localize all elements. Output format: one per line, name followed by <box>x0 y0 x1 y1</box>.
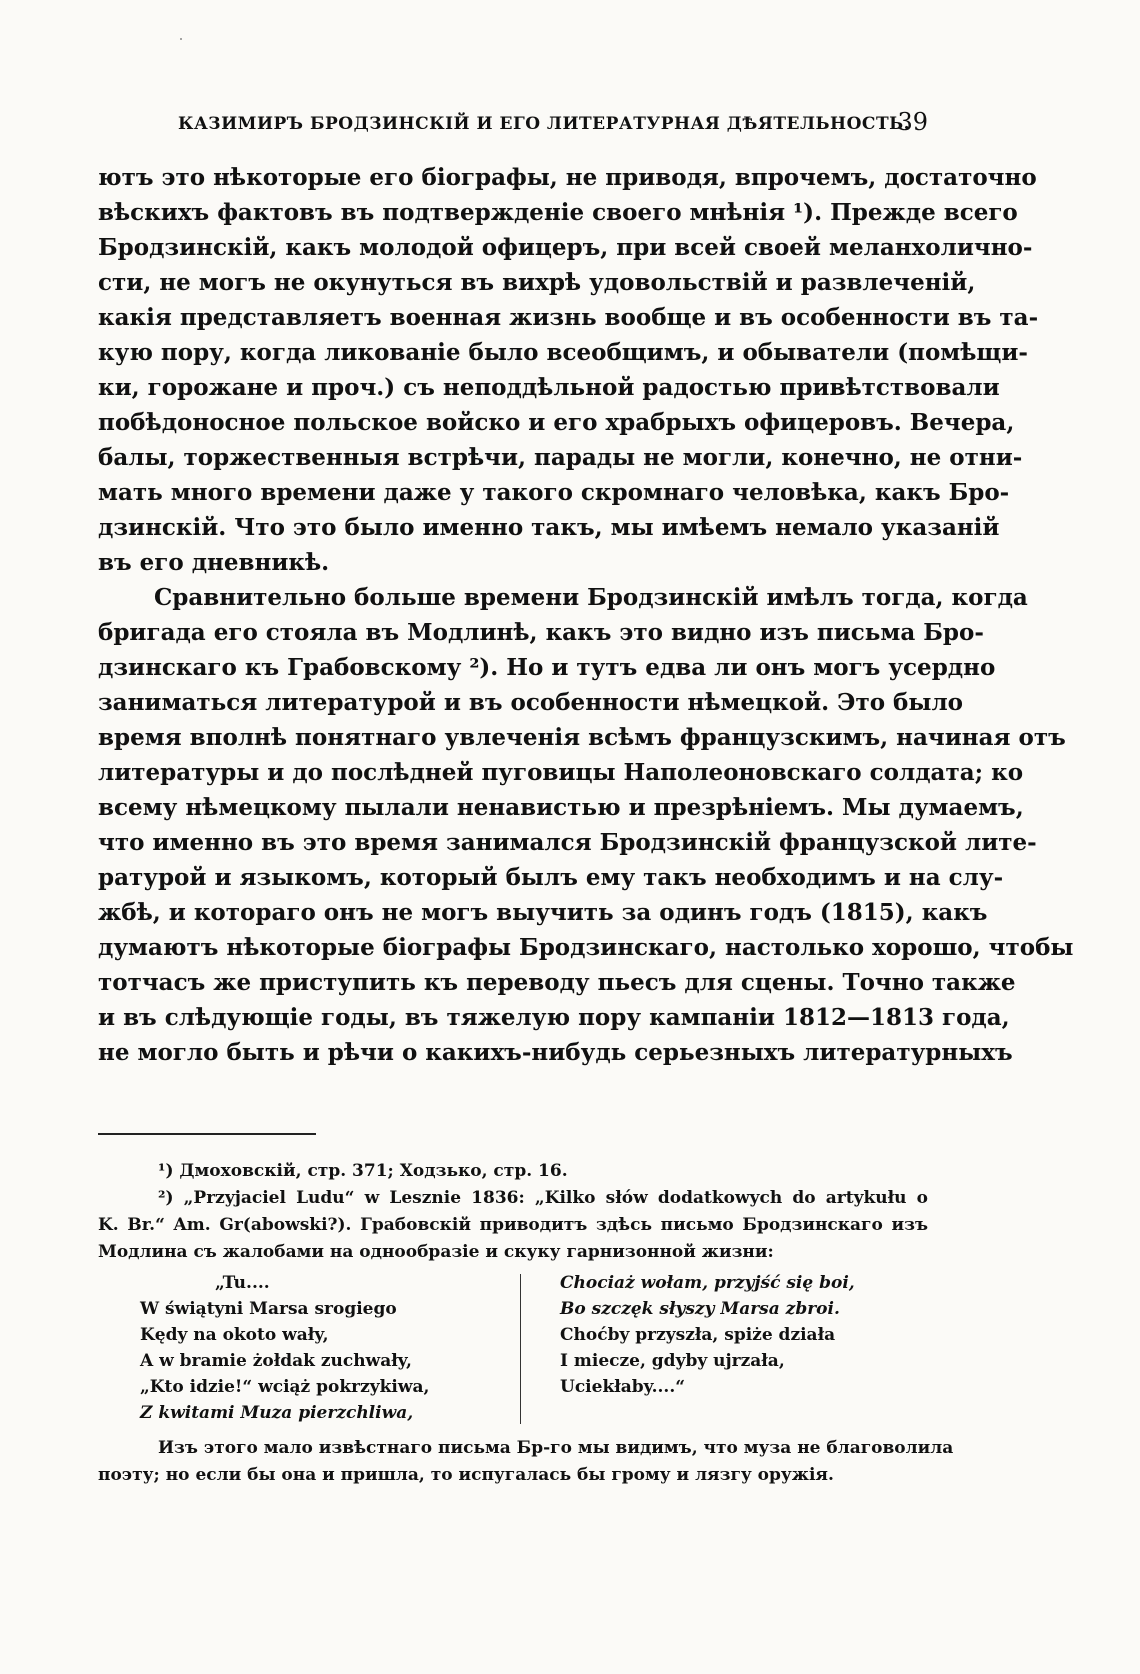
paragraph <box>98 160 1039 580</box>
footnote-line: ²) „Przyjaciel Ludu“ w Lesznie 1836: „Kilko słów dodatkowych do artykułu o <box>158 1188 928 1208</box>
scan-speck <box>180 38 182 40</box>
footnote-line: Модлина съ жалобами на однообразіе и скуку гарнизонной жизни: <box>98 1242 774 1262</box>
text-line: сти, не могъ не окунуться въ вихрѣ удовольствій и развлеченій, <box>98 269 976 296</box>
text-line: литературы и до послѣдней пуговицы Наполеоновскаго солдата; ко <box>98 759 1024 786</box>
text-line: ратурой и языкомъ, который былъ ему такъ необходимъ и на слу- <box>98 864 1004 891</box>
footnote-continuation <box>98 1435 954 1489</box>
text-line: время вполнѣ понятнаго увлеченія всѣмъ французскимъ, начиная отъ <box>98 724 1066 751</box>
poem-line: Choćby przyszła, spiże działa <box>560 1325 836 1345</box>
text-line: жбѣ, и котораго онъ не могъ выучить за одинъ годъ (1815), какъ <box>98 899 988 926</box>
running-header <box>98 110 928 144</box>
poem-line: Bo szczęk słyszy Marsa zbroi. <box>560 1299 840 1319</box>
poem-line: Chociaż wołam, przyjść się boi, <box>560 1273 855 1293</box>
text-line: ки, горожане и проч.) съ неподдѣльной радостью привѣтствовали <box>98 374 1000 401</box>
text-line: какія представляетъ военная жизнь вообще и въ особенности въ та- <box>98 304 1039 331</box>
text-line: въ его дневникѣ. <box>98 549 330 576</box>
poem-line: Uciekłaby....“ <box>560 1377 686 1397</box>
text-line: мать много времени даже у такого скромнаго человѣка, какъ Бро- <box>98 479 1010 506</box>
poem-line: „Kto idzie!“ wciąż pokrzykiwa, <box>140 1377 430 1397</box>
text-line: бригада его стояла въ Модлинѣ, какъ это видно изъ письма Бро- <box>98 619 984 646</box>
text-line: всему нѣмецкому пылали ненавистью и презрѣніемъ. Мы думаемъ, <box>98 794 1024 821</box>
text-line: дзинскій. Что это было именно такъ, мы имѣемъ немало указаній <box>98 514 1000 541</box>
text-line: балы, торжественныя встрѣчи, парады не могли, конечно, не отни- <box>98 444 1023 471</box>
text-line: побѣдоносное польское войско и его храбрыхъ офицеровъ. Вечера, <box>98 409 1015 436</box>
poem-line: W świątyni Marsa srogiego <box>140 1299 397 1319</box>
poem-line: Kędy na okoto wały, <box>140 1325 329 1345</box>
paragraph <box>98 580 1074 1070</box>
text-line: заниматься литературой и въ особенности нѣмецкой. Это было <box>98 689 964 716</box>
footnote-1 <box>98 1158 928 1185</box>
poem-line: I miecze, gdyby ujrzała, <box>560 1351 785 1371</box>
text-line: Бродзинскій, какъ молодой офицеръ, при всей своей меланхолично- <box>98 234 1033 261</box>
text-line: ютъ это нѣкоторые его біографы, не приводя, впрочемъ, достаточно <box>98 164 1037 191</box>
footnote-line: Изъ этого мало извѣстнаго письма Бр-го мы видимъ, что муза не благоволила <box>158 1438 954 1458</box>
poem-right-column <box>560 1270 920 1400</box>
footnote-2 <box>98 1185 928 1266</box>
footnote-line: поэту; но если бы она и пришла, то испугалась бы грому и лязгу оружія. <box>98 1465 834 1485</box>
text-line: тотчасъ же приступить къ переводу пьесъ для сцены. Точно также <box>98 969 1016 996</box>
poem-column-divider <box>520 1274 521 1424</box>
quoted-poem <box>140 1270 930 1430</box>
text-line: думаютъ нѣкоторые біографы Бродзинскаго, настолько хорошо, чтобы <box>98 934 1074 961</box>
text-line: вѣскихъ фактовъ въ подтвержденіе своего мнѣнія ¹). Прежде всего <box>98 199 1018 226</box>
text-line: Сравнительно больше времени Бродзинскій имѣлъ тогда, когда <box>154 584 1028 611</box>
text-line: дзинскаго къ Грабовскому ²). Но и тутъ едва ли онъ могъ усердно <box>98 654 996 681</box>
poem-line: „Tu.... <box>215 1273 270 1293</box>
poem-left-column <box>140 1270 510 1426</box>
text-line: и въ слѣдующіе годы, въ тяжелую пору кампаніи 1812—1813 года, <box>98 1004 1010 1031</box>
header-title: КАЗИМИРЪ БРОДЗИНСКІЙ И ЕГО ЛИТЕРАТУРНАЯ ДѢЯТЕЛЬНОСТЬ. <box>178 114 911 134</box>
footnote-line: ¹) Дмоховскій, стр. 371; Ходзько, стр. 16. <box>158 1161 568 1181</box>
text-line: не могло быть и рѣчи о какихъ-нибудь серьезныхъ литературныхъ <box>98 1039 1013 1066</box>
text-line: что именно въ это время занимался Бродзинскій французской лите- <box>98 829 1037 856</box>
text-line: кую пору, когда ликованіе было всеобщимъ, и обыватели (помѣщи- <box>98 339 1028 366</box>
footnote-divider <box>98 1133 316 1135</box>
poem-line: A w bramie żołdak zuchwały, <box>140 1351 412 1371</box>
poem-line: Z kwitami Muza pierzchliwa, <box>140 1403 414 1423</box>
footnotes <box>98 1158 928 1266</box>
main-text <box>98 160 1074 1070</box>
page-number: 39 <box>897 108 928 136</box>
footnote-line: K. Br.“ Am. Gr(abowski?). Грабовскій приводитъ здѣсь письмо Бродзинскаго изъ <box>98 1215 928 1235</box>
